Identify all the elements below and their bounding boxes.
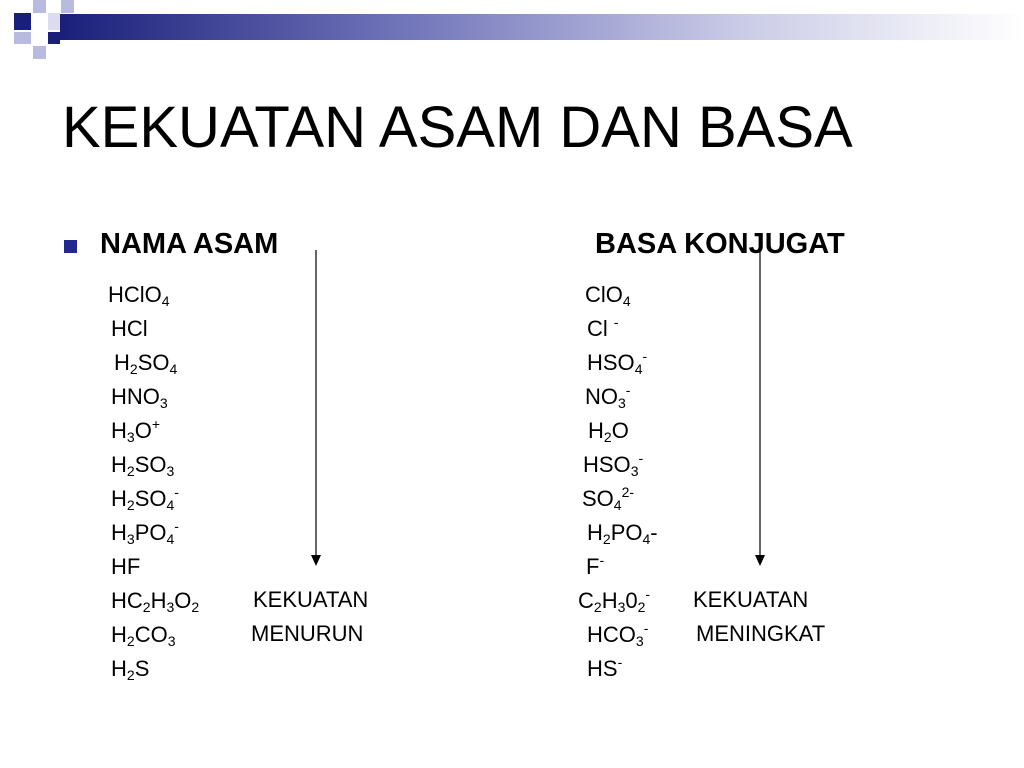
acid-formula-part: PO <box>134 520 167 545</box>
acid-formula-part: H <box>114 350 130 375</box>
base-formula-part: 2 <box>637 599 646 615</box>
acid-strength-label-line1: KEKUATAN <box>253 587 369 612</box>
base-formula-part: - <box>613 314 619 330</box>
base-formula-part: - <box>642 348 648 364</box>
acid-formula-part: 3 <box>159 395 168 411</box>
base-formula-part: HS <box>587 656 618 681</box>
acid-formula-part: HNO <box>111 384 160 409</box>
acid-formula-part: SO <box>134 486 167 511</box>
base-formula-part: O <box>611 418 629 443</box>
acid-formula-part: 3 <box>166 463 175 479</box>
acid-formula-part: 2 <box>129 361 138 377</box>
acid-formula-part: - <box>174 484 179 500</box>
base-strength-arrowhead <box>755 555 765 566</box>
acid-strength-arrowhead <box>311 555 321 566</box>
acid-formula-part: + <box>151 416 160 432</box>
acid-formula-part: 2 <box>126 463 135 479</box>
acid-formula-part: 4 <box>166 531 175 547</box>
acid-formula-part: H <box>111 486 127 511</box>
base-formula-part: 3 <box>617 599 626 615</box>
acid-formula-part: H <box>150 588 167 613</box>
acid-formula-part: 3 <box>126 429 135 445</box>
acid-formula-part: S <box>134 656 150 681</box>
base-formula-part: PO <box>610 520 643 545</box>
base-formula-part: 0 <box>625 588 638 613</box>
acid-formula-part: H <box>111 520 127 545</box>
base-formula-part: SO <box>582 486 614 511</box>
base-formula-part: 2 <box>593 599 602 615</box>
acid-formula-part: 3 <box>126 531 135 547</box>
acid-formula-part: 4 <box>166 497 175 513</box>
base-strength-label-line2: MENINGKAT <box>696 621 826 646</box>
base-formula-part: HCO <box>587 622 636 647</box>
base-formula-part: - <box>643 620 649 636</box>
acid-formula-part: 4 <box>169 361 178 377</box>
base-formula-part: H <box>588 418 604 443</box>
acid-formula-part: SO <box>137 350 170 375</box>
base-formula-part: Cl <box>587 316 614 341</box>
base-formula-part: - <box>650 520 658 545</box>
base-formula-part: - <box>625 382 631 398</box>
base-formula-part: F <box>586 554 600 579</box>
acid-formula-part: 2 <box>142 599 151 615</box>
acid-formula-part: HC <box>111 588 143 613</box>
acid-formula-part: 4 <box>161 293 170 309</box>
acid-formula-part: H <box>111 418 127 443</box>
acid-formula-part: O <box>134 418 152 443</box>
base-formula-part: - <box>645 586 651 602</box>
base-formula-part: 2 <box>602 531 611 547</box>
base-formula-part: ClO <box>585 282 623 307</box>
acid-formula-part: 3 <box>166 599 175 615</box>
acid-formula-part: 2 <box>126 497 135 513</box>
base-formula-part: - <box>638 450 644 466</box>
base-formula-part: 3 <box>618 395 626 411</box>
acid-formula-part: HF <box>111 554 141 579</box>
base-formula-part: 4 <box>634 361 643 377</box>
acid-formula-part: - <box>174 518 179 534</box>
acid-formula-part: 2 <box>126 667 135 683</box>
base-formula-part: - <box>617 654 623 670</box>
base-formula-part: 2 <box>603 429 612 445</box>
acid-formula-part: CO <box>134 622 168 647</box>
base-formula-part: H <box>587 520 603 545</box>
acid-column-header: NAMA ASAM <box>100 228 279 260</box>
acid-strength-label-line2: MENURUN <box>251 621 364 646</box>
base-formula-part: 4 <box>642 531 651 547</box>
acid-formula-part: H <box>111 452 127 477</box>
base-formula-part: 4 <box>622 293 631 309</box>
acid-formula-part: O <box>174 588 192 613</box>
base-formula-part: HSO <box>587 350 635 375</box>
base-formula-part: 3 <box>635 633 644 649</box>
base-formula-part: NO <box>585 384 618 409</box>
acid-formula-part: HClO <box>108 282 162 307</box>
acid-formula-part: HCl <box>111 316 148 341</box>
base-column-header: BASA KONJUGAT <box>595 228 845 260</box>
base-formula-part: H <box>601 588 618 613</box>
base-formula-part: 3 <box>630 463 639 479</box>
acid-formula-part: 2 <box>126 633 135 649</box>
base-strength-label-line1: KEKUATAN <box>693 587 809 612</box>
base-formula-part: 2- <box>621 484 635 500</box>
acid-formula-part: SO <box>134 452 167 477</box>
base-formula-part: HSO <box>583 452 631 477</box>
acid-formula-part: 2 <box>191 599 200 615</box>
slide-title: KEKUATAN ASAM DAN BASA <box>62 95 853 160</box>
base-formula-part: 4 <box>613 497 622 513</box>
base-formula-part: C <box>578 588 594 613</box>
acid-formula-part: H <box>111 656 127 681</box>
acid-formula-part: H <box>111 622 127 647</box>
base-formula-part: - <box>599 552 605 568</box>
acid-formula-part: 3 <box>167 633 176 649</box>
